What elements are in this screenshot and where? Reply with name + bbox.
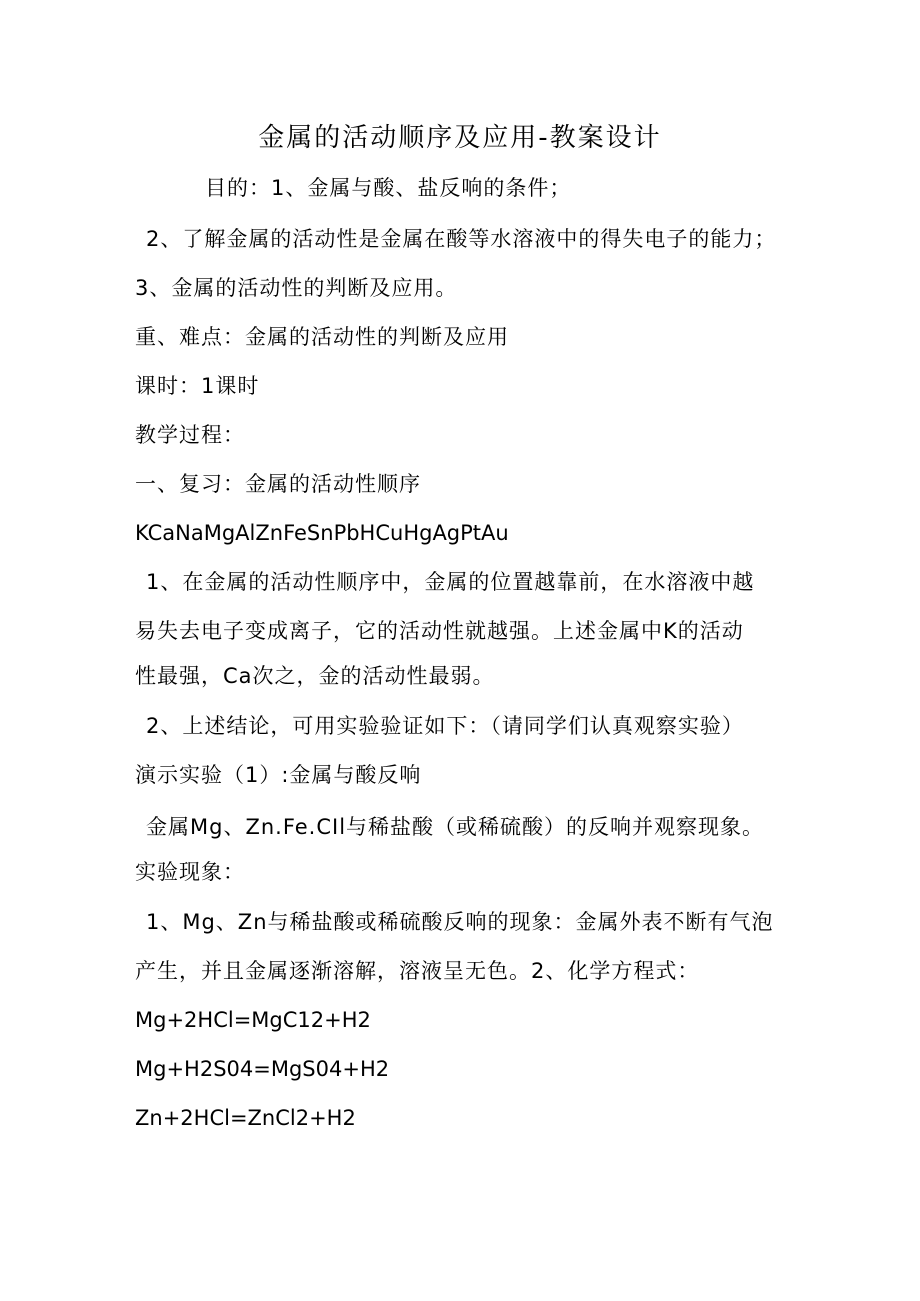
experiment-description: 金属Mg、Zn.Fe.CIl与稀盐酸（或稀硫酸）的反响并观察现象。 — [146, 815, 765, 839]
objective-line-2: 2、了解金属的活动性是金属在酸等水溶液中的得失电子的能力； — [146, 227, 777, 251]
observation-heading: 实验现象： — [135, 860, 245, 884]
teaching-process-heading: 教学过程： — [135, 423, 245, 447]
activity-series: KCaNaMgAlZnFeSnPbHCuHgAgPtAu — [135, 521, 509, 545]
observation-line-2: 产生，并且金属逐渐溶解，溶液呈无色。2、化学方程式： — [135, 959, 700, 983]
paragraph-1-line-2: 易失去电子变成离子，它的活动性就越强。上述金属中K的活动 — [135, 619, 744, 643]
document-title: 金属的活动顺序及应用-教案设计 — [258, 123, 662, 153]
observation-line-1: 1、Mg、Zn与稀盐酸或稀硫酸反响的现象：金属外表不断有气泡 — [146, 910, 774, 934]
paragraph-1-line-3: 性最强，Ca次之，金的活动性最弱。 — [135, 664, 495, 688]
class-hours-line: 课时：1课时 — [135, 374, 260, 398]
objective-line-1: 目的：1、金属与酸、盐反响的条件； — [205, 176, 572, 200]
equation-3: Zn+2HCl=ZnCl2+H2 — [135, 1106, 356, 1130]
review-heading: 一、复习：金属的活动性顺序 — [135, 472, 421, 496]
key-points-line: 重、难点：金属的活动性的判断及应用 — [135, 325, 509, 349]
equation-1: Mg+2HCl=MgC12+H2 — [135, 1008, 371, 1032]
objective-line-3: 3、金属的活动性的判断及应用。 — [135, 276, 458, 300]
demo-experiment-heading: 演示实验（1）:金属与酸反响 — [135, 763, 422, 787]
paragraph-2-line: 2、上述结论，可用实验验证如下：（请同学们认真观察实验） — [146, 714, 744, 738]
paragraph-1-line-1: 1、在金属的活动性顺序中，金属的位置越靠前，在水溶液中越 — [146, 570, 755, 594]
equation-2: Mg+H2S04=MgS04+H2 — [135, 1057, 390, 1081]
